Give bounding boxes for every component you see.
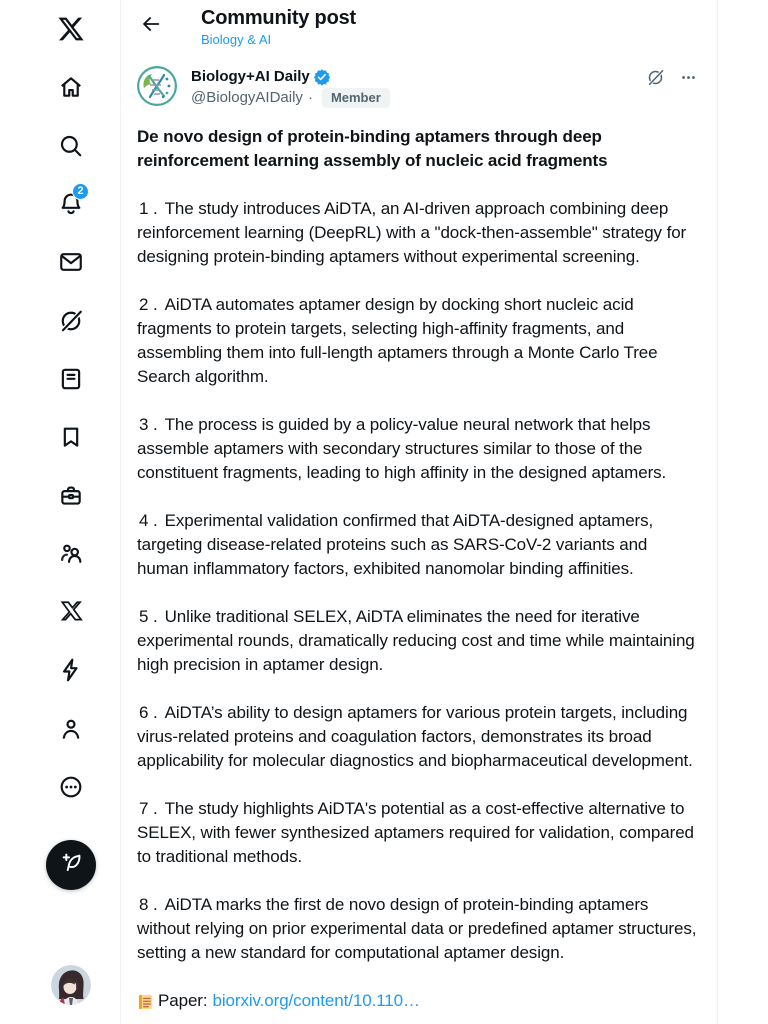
sidebar-item-more[interactable] bbox=[46, 758, 96, 816]
back-button[interactable] bbox=[133, 8, 169, 44]
lightning-icon bbox=[58, 657, 84, 683]
post-more-button[interactable] bbox=[680, 69, 697, 91]
home-icon bbox=[58, 74, 84, 100]
sidebar-item-explore[interactable] bbox=[46, 117, 96, 175]
post bbox=[121, 56, 717, 1013]
sidebar-item-communities[interactable] bbox=[46, 525, 96, 583]
briefcase-icon bbox=[58, 483, 84, 509]
author-block bbox=[191, 66, 390, 108]
sidebar-item-premium[interactable] bbox=[46, 583, 96, 641]
post-header-actions bbox=[646, 68, 697, 92]
post-header bbox=[137, 66, 701, 108]
more-circle-icon bbox=[58, 774, 84, 800]
person-icon bbox=[58, 716, 84, 742]
lists-icon bbox=[58, 366, 84, 392]
community-name-link[interactable]: Biology & AI bbox=[201, 32, 272, 47]
x-premium-icon bbox=[58, 599, 84, 625]
ledger-notepad-emoji-icon bbox=[137, 993, 154, 1011]
point-number: 3 . bbox=[139, 415, 158, 434]
sidebar-item-profile[interactable] bbox=[46, 700, 96, 758]
author-handle[interactable]: @BiologyAIDaily bbox=[191, 89, 303, 106]
search-icon bbox=[58, 133, 84, 159]
sidebar-item-messages[interactable] bbox=[46, 233, 96, 291]
point-number: 2 . bbox=[139, 295, 158, 314]
sidebar-item-verified-orgs[interactable] bbox=[46, 641, 96, 699]
point-text: AiDTA marks the first de novo design of protein-binding aptamers without relying on prior experimental data or predefined aptamer structures, setting a new standard for computational aptamer design. bbox=[137, 895, 697, 962]
point-text: The study highlights AiDTA's potential as a cost-effective alternative to SELEX, with fewer synthesized aptamers required for validation, compared to traditional methods. bbox=[137, 799, 694, 866]
left-navigation-rail bbox=[0, 0, 120, 1024]
point-number: 8 . bbox=[139, 895, 158, 914]
account-avatar-image bbox=[51, 965, 91, 1005]
paper-label: Paper: bbox=[158, 991, 208, 1010]
sidebar-item-lists[interactable] bbox=[46, 350, 96, 408]
right-gutter bbox=[718, 0, 768, 1024]
community-post-column bbox=[120, 0, 718, 1024]
point-number: 4 . bbox=[139, 511, 158, 530]
sidebar-item-x-home-logo[interactable] bbox=[46, 0, 96, 58]
compose-feather-plus-icon bbox=[58, 850, 84, 881]
verified-badge-icon bbox=[313, 68, 331, 86]
sidebar-item-notifications[interactable] bbox=[46, 175, 96, 233]
page-title: Community post bbox=[201, 7, 356, 29]
point-number: 7 . bbox=[139, 799, 158, 818]
point-text: Experimental validation confirmed that AiDTA-designed aptamers, targeting disease-related proteins such as SARS-CoV-2 variants and human inflammatory factors, exhibited nanomolar binding affinities. bbox=[137, 511, 654, 578]
point-number: 5 . bbox=[139, 607, 158, 626]
communities-people-icon bbox=[58, 541, 84, 567]
sidebar-item-jobs[interactable] bbox=[46, 466, 96, 524]
grok-actions-icon bbox=[646, 68, 665, 92]
author-avatar[interactable] bbox=[137, 66, 177, 106]
post-body bbox=[137, 125, 701, 1013]
post-point-6 bbox=[137, 701, 701, 773]
post-point-7 bbox=[137, 797, 701, 869]
more-ellipsis-icon bbox=[680, 69, 697, 91]
point-text: The process is guided by a policy-value neural network that helps assemble aptamers with secondary structures similar to those of the constituent fragments, leading to high affinity in the designed aptamers. bbox=[137, 415, 667, 482]
post-point-8 bbox=[137, 893, 701, 965]
bookmark-icon bbox=[58, 424, 84, 450]
paper-link[interactable]: biorxiv.org/content/10.110… bbox=[212, 991, 420, 1010]
back-arrow-icon bbox=[140, 13, 162, 40]
notifications-count-badge: 2 bbox=[72, 183, 89, 200]
post-title: De novo design of protein-binding aptamers through deep reinforcement learning assembly of nucleic acid fragments bbox=[137, 127, 608, 170]
x-logo-icon bbox=[57, 15, 85, 43]
post-point-5 bbox=[137, 605, 701, 677]
point-number: 6 . bbox=[139, 703, 158, 722]
mail-icon bbox=[58, 249, 84, 275]
header-titles bbox=[201, 6, 356, 48]
account-avatar[interactable] bbox=[51, 965, 91, 1005]
point-text: Unlike traditional SELEX, AiDTA eliminates the need for iterative experimental rounds, dramatically reducing cost and time while maintaining high precision in aptamer design. bbox=[137, 607, 695, 674]
paper-reference-line bbox=[137, 989, 701, 1013]
sidebar-item-home[interactable] bbox=[46, 58, 96, 116]
post-point-3 bbox=[137, 413, 701, 485]
compose-post-button[interactable] bbox=[46, 840, 96, 890]
page-header bbox=[121, 0, 717, 56]
grok-icon bbox=[58, 308, 84, 334]
author-name[interactable]: Biology+AI Daily bbox=[191, 68, 310, 85]
sidebar-item-grok[interactable] bbox=[46, 291, 96, 349]
point-number: 1 . bbox=[139, 199, 158, 218]
point-text: AiDTA’s ability to design aptamers for various protein targets, including virus-related proteins and coagulation factors, demonstrates its broad applicability for molecular diagnostics and biopharmaceutical development. bbox=[137, 703, 693, 770]
sidebar-item-bookmarks[interactable] bbox=[46, 408, 96, 466]
post-point-1 bbox=[137, 197, 701, 269]
member-badge[interactable]: Member bbox=[322, 88, 390, 108]
handle-separator: · bbox=[307, 89, 313, 106]
post-point-4 bbox=[137, 509, 701, 581]
post-point-2 bbox=[137, 293, 701, 389]
point-text: AiDTA automates aptamer design by docking short nucleic acid fragments to protein targets, selecting high-affinity fragments, and assembling them into full-length aptamers through a Monte Carlo Tree Search algorithm. bbox=[137, 295, 658, 386]
grok-actions-button[interactable] bbox=[646, 68, 665, 92]
author-avatar-image bbox=[137, 66, 177, 106]
point-text: The study introduces AiDTA, an AI-driven approach combining deep reinforcement learning (DeepRL) with a "dock-then-assemble" strategy for designing protein-binding aptamers without experimental screening. bbox=[137, 199, 687, 266]
